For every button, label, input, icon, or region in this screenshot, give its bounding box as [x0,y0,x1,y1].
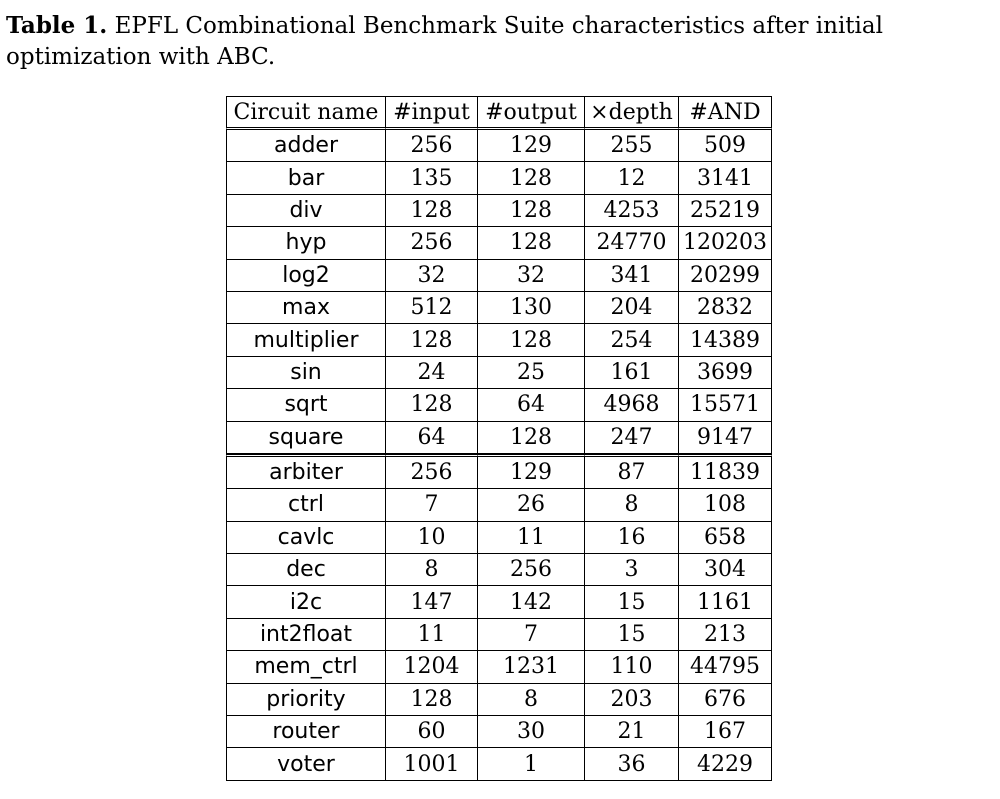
and-cell: 3141 [679,162,772,194]
input-cell: 1204 [386,651,478,683]
depth-cell: 161 [585,357,679,389]
circuit-name-cell: router [226,716,386,748]
table-row [226,324,772,356]
table-row [226,130,772,162]
circuit-name-cell: div [226,195,386,227]
circuit-name-cell: adder [226,130,386,162]
table-row [226,651,772,683]
output-cell: 64 [478,389,585,421]
output-cell: 128 [478,227,585,259]
input-cell: 60 [386,716,478,748]
input-cell: 24 [386,357,478,389]
input-cell: 512 [386,292,478,324]
depth-cell: 24770 [585,227,679,259]
and-cell: 108 [679,489,772,521]
and-cell: 1161 [679,586,772,618]
table-caption [6,10,992,73]
header-and: #AND [679,96,772,130]
output-cell: 32 [478,260,585,292]
table-row [226,619,772,651]
output-cell: 8 [478,684,585,716]
header-input: #input [386,96,478,130]
circuit-name-cell: mem_ctrl [226,651,386,683]
input-cell: 7 [386,489,478,521]
depth-cell: 12 [585,162,679,194]
depth-cell: 247 [585,422,679,454]
and-cell: 676 [679,684,772,716]
circuit-name-cell: sqrt [226,389,386,421]
table-row [226,684,772,716]
and-cell: 213 [679,619,772,651]
output-cell: 129 [478,130,585,162]
output-cell: 7 [478,619,585,651]
depth-cell: 8 [585,489,679,521]
output-cell: 26 [478,489,585,521]
input-cell: 128 [386,195,478,227]
circuit-name-cell: dec [226,554,386,586]
and-cell: 167 [679,716,772,748]
and-cell: 15571 [679,389,772,421]
depth-cell: 255 [585,130,679,162]
depth-cell: 341 [585,260,679,292]
output-cell: 128 [478,195,585,227]
depth-cell: 4968 [585,389,679,421]
output-cell: 11 [478,522,585,554]
input-cell: 64 [386,422,478,454]
circuit-name-cell: arbiter [226,454,386,489]
depth-cell: 21 [585,716,679,748]
and-cell: 14389 [679,324,772,356]
and-cell: 9147 [679,422,772,454]
and-cell: 509 [679,130,772,162]
output-cell: 128 [478,162,585,194]
depth-cell: 203 [585,684,679,716]
depth-cell: 15 [585,586,679,618]
and-cell: 20299 [679,260,772,292]
table-row [226,162,772,194]
and-cell: 304 [679,554,772,586]
and-cell: 2832 [679,292,772,324]
circuit-name-cell: hyp [226,227,386,259]
circuit-name-cell: sin [226,357,386,389]
input-cell: 256 [386,227,478,259]
input-cell: 128 [386,389,478,421]
table-row [226,422,772,454]
input-cell: 11 [386,619,478,651]
header-output: #output [478,96,585,130]
input-cell: 10 [386,522,478,554]
output-cell: 256 [478,554,585,586]
output-cell: 25 [478,357,585,389]
output-cell: 129 [478,454,585,489]
depth-cell: 254 [585,324,679,356]
and-cell: 120203 [679,227,772,259]
and-cell: 44795 [679,651,772,683]
input-cell: 135 [386,162,478,194]
header-circuit-name: Circuit name [226,96,386,130]
table-row [226,357,772,389]
and-cell: 11839 [679,454,772,489]
input-cell: 8 [386,554,478,586]
depth-cell: 204 [585,292,679,324]
circuit-name-cell: log2 [226,260,386,292]
output-cell: 30 [478,716,585,748]
input-cell: 128 [386,324,478,356]
table-row [226,389,772,421]
output-cell: 128 [478,422,585,454]
table-row [226,454,772,489]
table-row [226,292,772,324]
depth-cell: 110 [585,651,679,683]
table-row [226,489,772,521]
input-cell: 1001 [386,748,478,780]
header-depth: ×depth [585,96,679,130]
and-cell: 4229 [679,748,772,780]
circuit-name-cell: ctrl [226,489,386,521]
table-row [226,554,772,586]
table-row [226,195,772,227]
table-row [226,260,772,292]
input-cell: 256 [386,130,478,162]
circuit-name-cell: cavlc [226,522,386,554]
depth-cell: 4253 [585,195,679,227]
and-cell: 658 [679,522,772,554]
table-body [226,130,772,781]
input-cell: 128 [386,684,478,716]
depth-cell: 3 [585,554,679,586]
circuit-name-cell: square [226,422,386,454]
depth-cell: 16 [585,522,679,554]
depth-cell: 15 [585,619,679,651]
circuit-name-cell: priority [226,684,386,716]
benchmark-table [226,96,772,781]
and-cell: 3699 [679,357,772,389]
circuit-name-cell: max [226,292,386,324]
circuit-name-cell: multiplier [226,324,386,356]
depth-cell: 36 [585,748,679,780]
input-cell: 256 [386,454,478,489]
output-cell: 1231 [478,651,585,683]
table-row [226,716,772,748]
table-row [226,748,772,780]
circuit-name-cell: int2float [226,619,386,651]
caption-label: Table 1. [6,12,108,39]
input-cell: 32 [386,260,478,292]
depth-cell: 87 [585,454,679,489]
circuit-name-cell: i2c [226,586,386,618]
table-row [226,227,772,259]
table-row [226,586,772,618]
caption-text: EPFL Combinational Benchmark Suite characteristics after initial optimization with ABC. [6,13,883,70]
output-cell: 128 [478,324,585,356]
circuit-name-cell: voter [226,748,386,780]
and-cell: 25219 [679,195,772,227]
table-row [226,522,772,554]
output-cell: 130 [478,292,585,324]
circuit-name-cell: bar [226,162,386,194]
input-cell: 147 [386,586,478,618]
output-cell: 1 [478,748,585,780]
output-cell: 142 [478,586,585,618]
table-header-row [226,96,772,130]
